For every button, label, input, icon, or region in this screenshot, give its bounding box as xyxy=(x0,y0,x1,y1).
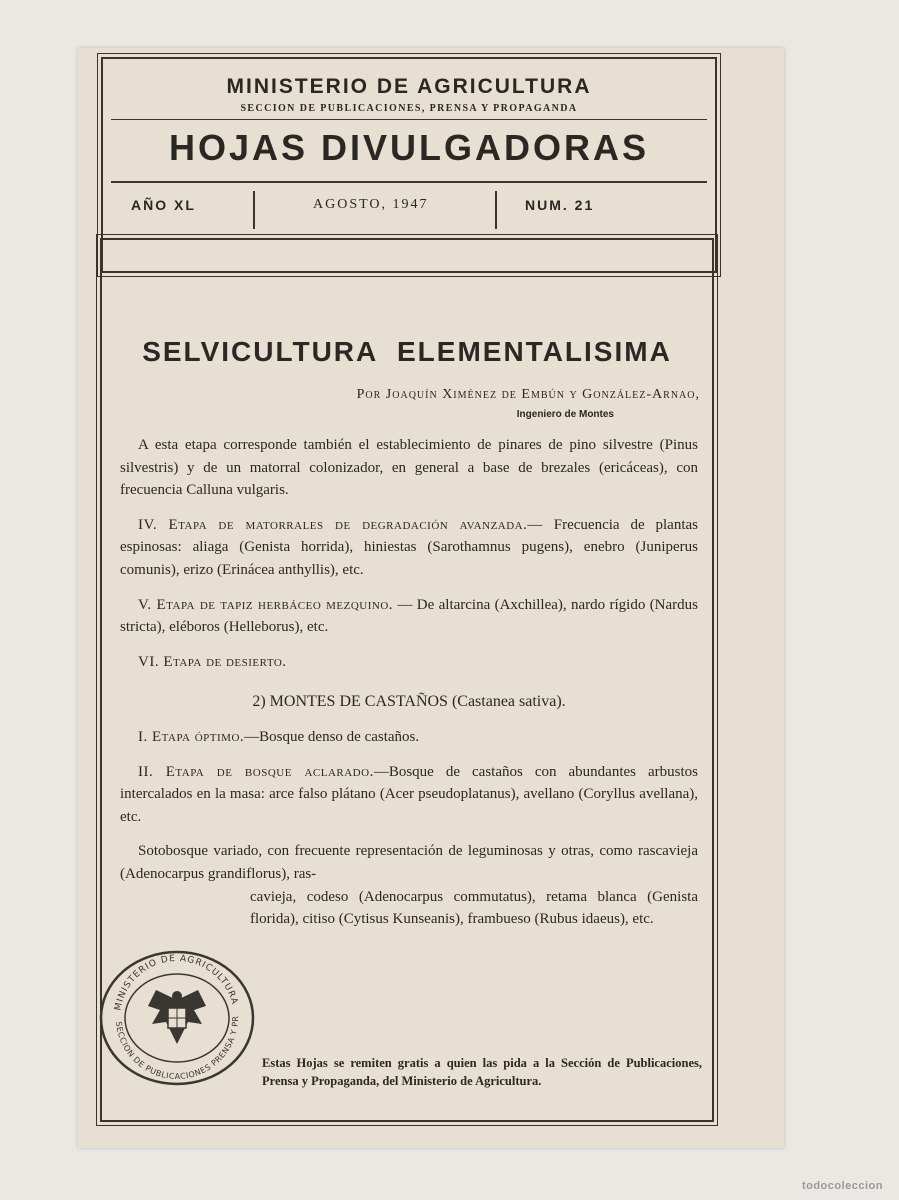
author-role: Ingeniero de Montes xyxy=(516,409,614,420)
stage-text: Frecuencia de plantas espinosas: aliaga (Genista horrida), hiniestas (Sarothamnus pugens), enebro (Juniperus comunis), erizo (Erinácea anthyllis), etc. xyxy=(120,516,699,578)
paragraph xyxy=(120,726,698,749)
paragraph xyxy=(120,514,698,582)
watermark: todocoleccion xyxy=(801,1180,883,1192)
masthead-rule xyxy=(111,119,707,120)
paragraph xyxy=(120,594,698,639)
coat-of-arms-eagle-icon xyxy=(148,990,206,1044)
stage-heading: V. Etapa de tapiz herbáceo mezquino. xyxy=(138,596,394,613)
ministry-name: MINISTERIO DE AGRICULTURA xyxy=(226,75,592,98)
stage-heading: I. Etapa óptimo. xyxy=(138,728,245,745)
stamp-top-text: MINISTERIO DE AGRICULTURA xyxy=(113,953,240,1012)
article-byline: Por Joaquín Ximénez de Embún y González-Arnao, xyxy=(356,387,700,402)
ministry-stamp xyxy=(96,948,258,1088)
paragraph: VI. Etapa de desierto. xyxy=(138,653,287,670)
series-title: HOJAS DIVULGADORAS xyxy=(168,127,650,168)
footer-note: Estas Hojas se remiten gratis a quien las pida a la Sección de Publicaciones, Prensa y Propaganda, del Ministerio de Agricultura. xyxy=(262,1056,702,1088)
paragraph xyxy=(120,761,698,829)
stage-text: — De altarcina (Axchillea), nardo rígido (Nardus stricta), eléboros (Helleborus), etc. xyxy=(120,596,699,636)
stage-text: —Bosque denso de castaños. xyxy=(244,728,420,745)
issue-year: AÑO XL xyxy=(131,197,196,213)
issue-divider xyxy=(253,191,255,229)
section-line: SECCION DE PUBLICACIONES, PRENSA Y PROPAGANDA xyxy=(240,103,578,114)
paragraph: Sotobosque variado, con frecuente representación de leguminosas y otras, como rascavieja (Adenocarpus grandiflorus), ras- xyxy=(120,843,698,882)
issue-date: AGOSTO, 1947 xyxy=(313,197,429,212)
stamp-seal-icon xyxy=(96,948,258,1088)
masthead-rule-bold xyxy=(111,181,707,183)
issue-divider xyxy=(495,191,497,229)
article-body xyxy=(120,434,698,931)
article-title: SELVICULTURA ELEMENTALISIMA xyxy=(142,336,672,367)
section-heading: 2) MONTES DE CASTAÑOS (Castanea sativa). xyxy=(252,693,566,711)
stamp-bottom-text: SECCION DE PUBLICACIONES PRENSA Y PR xyxy=(114,1015,241,1082)
paragraph-continued: cavieja, codeso (Adenocarpus commutatus), retama blanca (Genista florida), citiso (Cytisus Kunseanis), frambueso (Rubus idaeus), etc. xyxy=(250,888,698,928)
paragraph: A esta etapa corresponde también el establecimiento de pinares de pino silvestre (Pinus silvestris) y de un matorral colonizador, en general a base de brezales (ericáceas), con frecuencia Calluna vulgaris. xyxy=(120,437,698,499)
issue-number: NUM. 21 xyxy=(525,197,595,213)
issue-row xyxy=(103,187,715,233)
stage-heading: II. Etapa de bosque aclarado. xyxy=(138,763,374,780)
stage-heading: IV. Etapa de matorrales de degradación avanzada.— xyxy=(138,516,543,533)
stage-text: —Bosque de castaños con abundantes arbustos intercalados en la masa: arce falso plátano (Acer pseudoplatanus), avellano (Coryllus avellana), etc. xyxy=(120,763,698,825)
